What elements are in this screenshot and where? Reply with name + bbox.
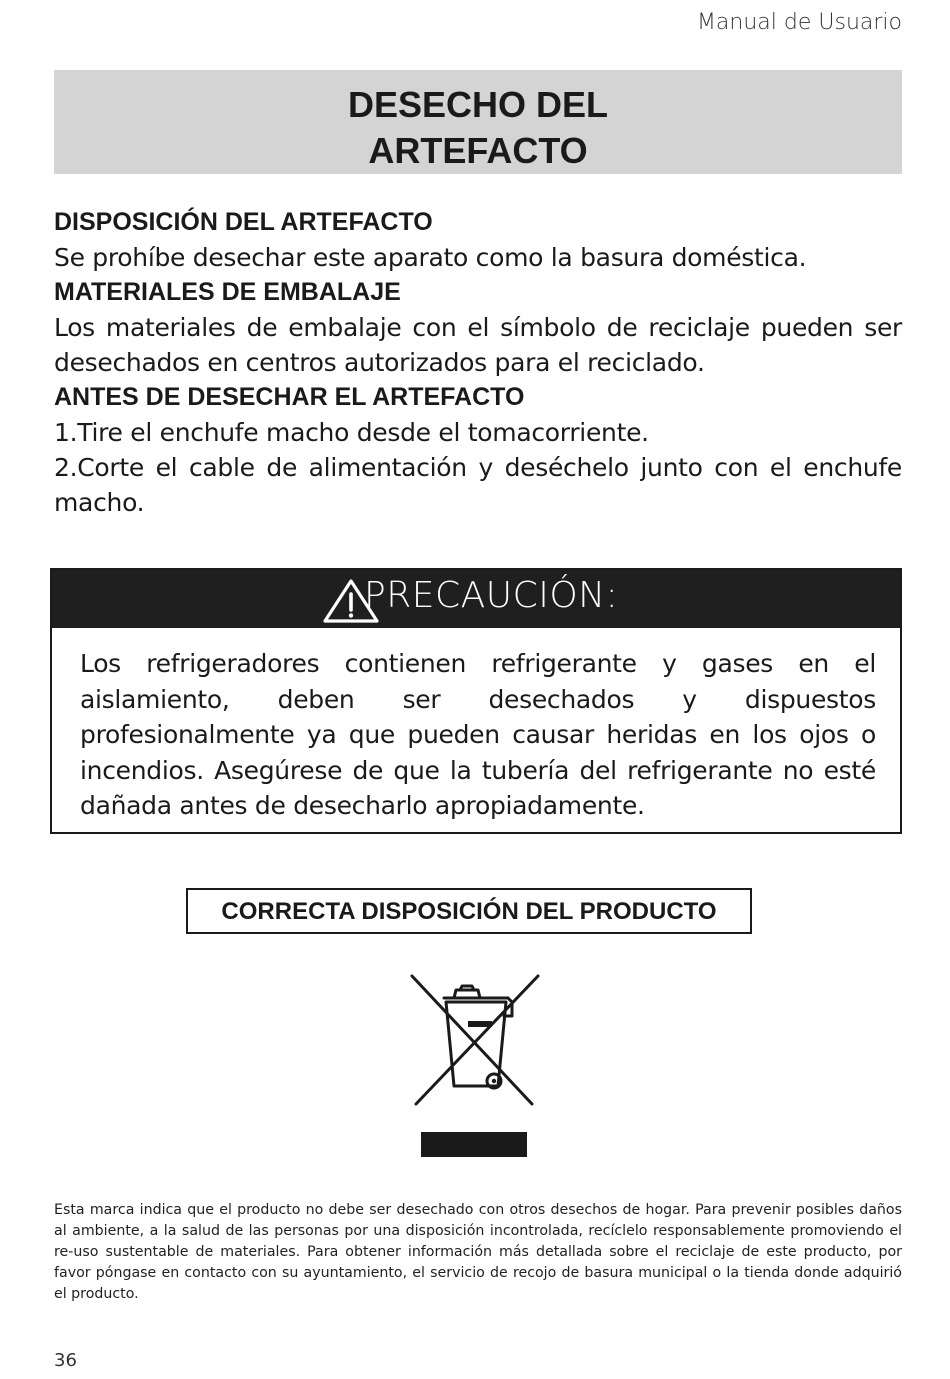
caution-box [50, 568, 902, 834]
section-text-packaging: Los materiales de embalaje con el símbolo de reciclaje pueden ser desechados en centros autorizados para el reciclado. [54, 313, 902, 377]
crossed-out-wheelie-bin-icon [408, 972, 544, 1112]
caution-text: Los refrigeradores contienen refrigerante y gases en el aislamiento, deben ser desechados y dispuestos profesionalmente ya que pueden causar heridas en los ojos o incendios. Asegúrese de que la tubería del refrigerante no esté dañada antes de desecharlo apropiadamente. [80, 649, 876, 820]
footnote-text: Esta marca indica que el producto no debe ser desechado con otros desechos de hogar. Para prevenir posibles daños al ambiente, a la salud de las personas por una disposición incontrolada, recíclelo responsablemente promoviendo el re-uso sustentable de materiales. Para obtener información más detallada sobre el reciclaje de este producto, por favor póngase en contacto con su ayuntamiento, el servicio de recojo de basura municipal o la tienda donde adquirió el producto. [54, 1202, 902, 1302]
caution-header [52, 570, 900, 628]
disposal-instructions [54, 205, 902, 520]
section-text-disposition: Se prohíbe desechar este aparato como la basura doméstica. [54, 243, 807, 272]
page-number: 36 [54, 1350, 77, 1371]
section-heading-disposition: DISPOSICIÓN DEL ARTEFACTO [54, 208, 433, 236]
section-step-2: 2.Corte el cable de alimentación y deséchelo junto con el enchufe macho. [54, 453, 902, 517]
page-title-line-1: DESECHO DEL [347, 84, 609, 125]
section-heading-before-disposal: ANTES DE DESECHAR EL ARTEFACTO [54, 383, 525, 411]
black-bar [421, 1132, 527, 1157]
page-title [54, 70, 902, 174]
header-label: Manual de Usuario [696, 10, 902, 35]
page-title-line-2: ARTEFACTO [368, 130, 588, 171]
caution-title: PRECAUCIÓN: [364, 575, 619, 616]
section-heading-packaging: MATERIALES DE EMBALAJE [54, 278, 401, 306]
section-step-1: 1.Tire el enchufe macho desde el tomacorriente. [54, 418, 649, 447]
disposal-title: CORRECTA DISPOSICIÓN DEL PRODUCTO [186, 888, 752, 934]
